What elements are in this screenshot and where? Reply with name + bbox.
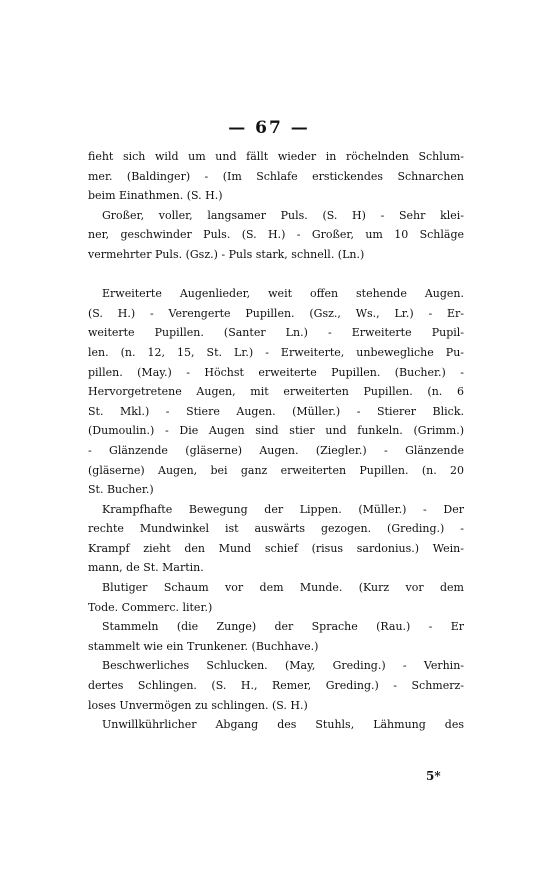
text-line: weiterte Pupillen. (Santer Ln.) - Erweiterte Pupil- bbox=[88, 326, 464, 340]
text-line: (gläserne) Augen, bei ganz erweiterten Pupillen. (n. 20 bbox=[88, 463, 464, 477]
text-line: mer. (Baldinger) - (Im Schlafe erstickendes Schnarchen bbox=[88, 169, 464, 183]
text-line: Hervorgetretene Augen, mit erweiterten Pupillen. (n. 6 bbox=[88, 385, 464, 399]
text-line bbox=[88, 265, 464, 285]
text-line: Beschwerliches Schlucken. (May, Greding.) - Verhin- bbox=[102, 659, 464, 673]
text-line: Krampfhafte Bewegung der Lippen. (Müller.) - Der bbox=[102, 502, 464, 516]
text-line: Blutiger Schaum vor dem Munde. (Kurz vor dem bbox=[102, 581, 464, 595]
text-line: len. (n. 12, 15, St. Lr.) - Erweiterte, unbewegliche Pu- bbox=[88, 345, 464, 359]
text-line: St. Bucher.) bbox=[88, 483, 154, 497]
text-line: Stammeln (die Zunge) der Sprache (Rau.) - Er bbox=[102, 620, 464, 634]
text-line: St. Mkl.) - Stiere Augen. (Müller.) - Stierer Blick. bbox=[88, 404, 464, 418]
text-line: ner, geschwinder Puls. (S. H.) - Großer, um 10 Schläge bbox=[88, 228, 464, 242]
text-line: (S. H.) - Verengerte Pupillen. (Gsz., Ws., Lr.) - Er- bbox=[88, 306, 464, 320]
text-line: rechte Mundwinkel ist auswärts gezogen. (Greding.) - bbox=[88, 522, 464, 536]
text-line: - Glänzende (gläserne) Augen. (Ziegler.) - Glänzende bbox=[88, 443, 464, 457]
text-line: fieht sich wild um und fällt wieder in röchelnden Schlum- bbox=[88, 150, 464, 163]
page-number: — 67 — bbox=[228, 118, 310, 138]
text-line: mann, de St. Martin. bbox=[88, 561, 204, 575]
text-line: Erweiterte Augenlieder, weit offen stehende Augen. bbox=[102, 287, 464, 301]
text-line: Tode. Commerc. liter.) bbox=[88, 600, 213, 614]
text-line: Großer, voller, langsamer Puls. (S. H) - Sehr klei- bbox=[102, 208, 464, 222]
body-text bbox=[88, 147, 464, 735]
text-line: stammelt wie ein Trunkener. (Buchhave.) bbox=[88, 639, 319, 653]
text-line: beim Einathmen. (S. H.) bbox=[88, 189, 223, 203]
text-line: Krampf zieht den Mund schief (risus sardonius.) Wein- bbox=[88, 541, 464, 555]
signature-mark: 5* bbox=[426, 769, 441, 783]
text-line: pillen. (May.) - Höchst erweiterte Pupillen. (Bucher.) - bbox=[88, 365, 464, 379]
text-line: Unwillkührlicher Abgang des Stuhls, Lähmung des bbox=[102, 718, 464, 732]
text-line: (Dumoulin.) - Die Augen sind stier und funkeln. (Grimm.) bbox=[88, 424, 464, 438]
text-line: dertes Schlingen. (S. H., Remer, Greding.) - Schmerz- bbox=[88, 679, 464, 693]
text-line: loses Unvermögen zu schlingen. (S. H.) bbox=[88, 698, 308, 712]
text-line: vermehrter Puls. (Gsz.) - Puls stark, schnell. (Ln.) bbox=[88, 247, 365, 261]
